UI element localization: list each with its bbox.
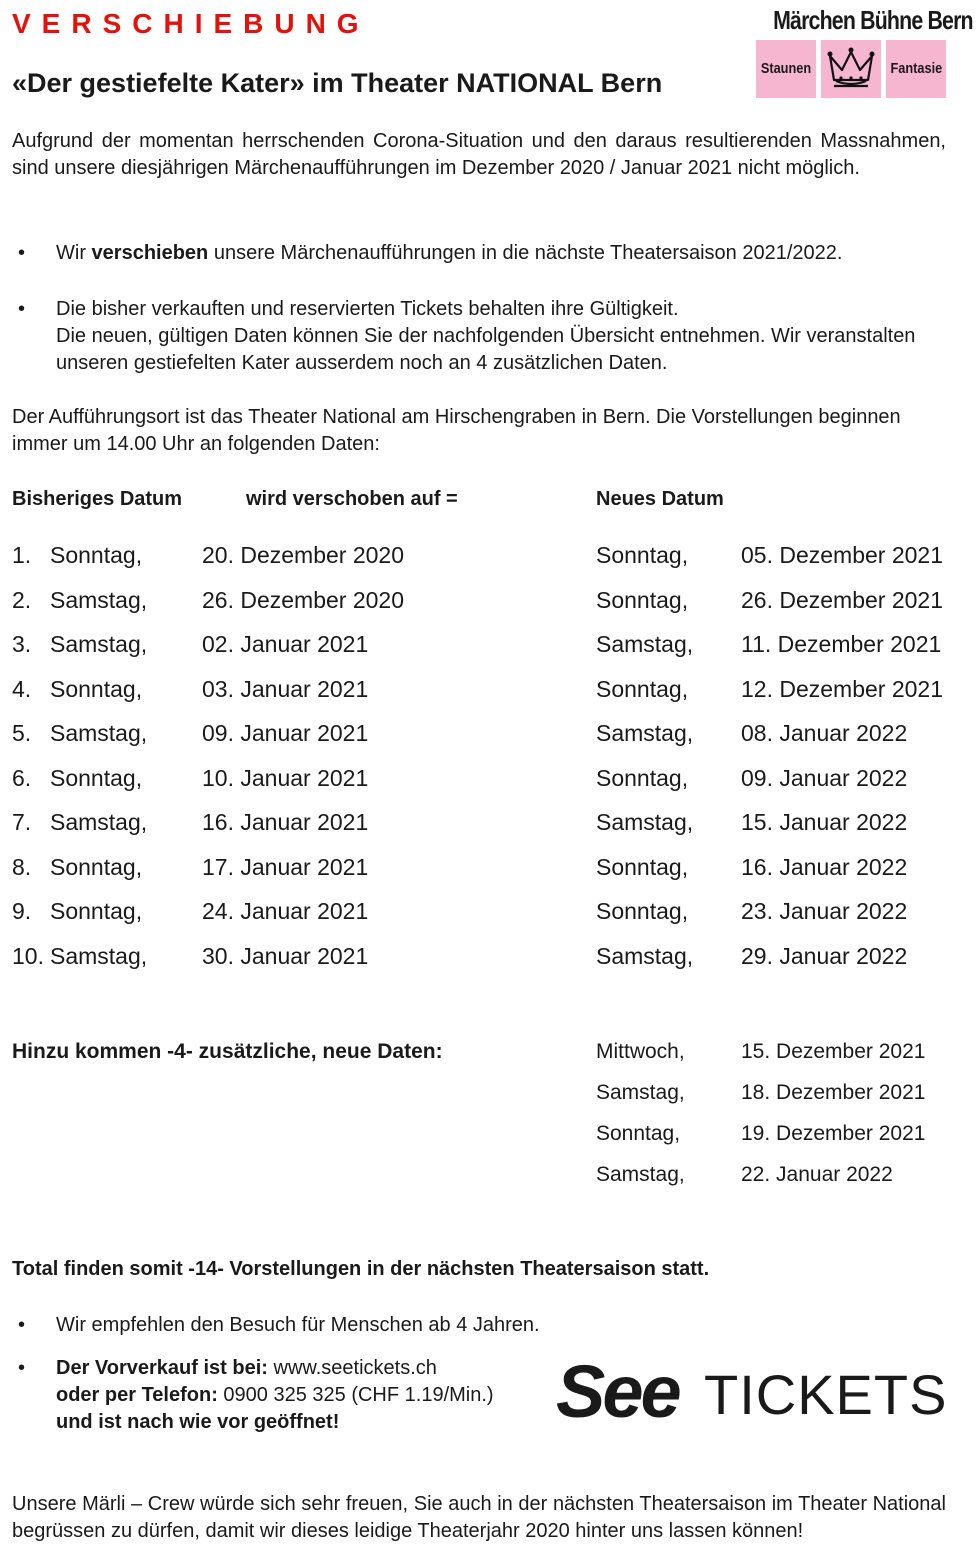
new-day: Sonntag, bbox=[596, 898, 689, 924]
old-day: Sonntag, bbox=[50, 675, 143, 702]
closing-paragraph: Unsere Märli – Crew würde sich sehr freuen, Sie auch in der nächsten Theatersaison im Theater National begrüssen zu dürfen, damit wir dieses leidige Theaterjahr 2020 hinter uns lassen können! bbox=[12, 1493, 946, 1542]
row-number: 5. bbox=[12, 720, 32, 746]
phone-label: oder per Telefon: bbox=[56, 1384, 218, 1406]
new-date: 26. Dezember 2021 bbox=[741, 586, 944, 613]
bullet-tickets: Die bisher verkauften und reservierten Tickets behalten ihre Gültigkeit. Die neuen, gültigen Daten können Sie der nachfolgenden Übersicht entnehmen. Wir veranstalten unseren gestiefelten Kater ausserdem noch an 4 zusätzlichen Daten. bbox=[56, 298, 916, 374]
old-date: 03. Januar 2021 bbox=[202, 675, 369, 702]
new-date: 29. Januar 2022 bbox=[741, 942, 908, 969]
extra-day: Samstag, bbox=[596, 1163, 685, 1186]
new-date: 16. Januar 2022 bbox=[741, 853, 908, 880]
logo-box-left bbox=[756, 40, 816, 98]
new-day: Sonntag, bbox=[596, 764, 689, 791]
bullet-dot: • bbox=[18, 242, 26, 264]
logo-name: Märchen Bühne Bern bbox=[773, 5, 973, 35]
new-date: 11. Dezember 2021 bbox=[741, 631, 942, 657]
extra-date: 22. Januar 2022 bbox=[741, 1163, 893, 1186]
new-date: 12. Dezember 2021 bbox=[741, 675, 944, 702]
seetickets-tickets: TICKETS bbox=[704, 1363, 948, 1426]
seetickets-see: See bbox=[556, 1350, 679, 1433]
row-number: 6. bbox=[12, 764, 32, 791]
bullet-dot: • bbox=[18, 1357, 26, 1379]
bullet-postpone bbox=[56, 240, 946, 267]
header-old-date: Bisheriges Datum bbox=[12, 488, 183, 510]
bullet-recommend: Wir empfehlen den Besuch für Menschen ab 4 Jahren. bbox=[56, 1314, 540, 1336]
header-new-date: Neues Datum bbox=[596, 488, 724, 510]
extra-day: Sonntag, bbox=[596, 1122, 681, 1145]
new-day: Sonntag, bbox=[596, 586, 689, 613]
new-day: Samstag, bbox=[596, 942, 694, 969]
old-day: Samstag, bbox=[50, 942, 148, 969]
old-date: 16. Januar 2021 bbox=[202, 809, 369, 835]
presale-website-link[interactable]: www.seetickets.ch bbox=[267, 1357, 437, 1379]
row-number: 3. bbox=[12, 631, 32, 657]
old-date: 30. Januar 2021 bbox=[202, 942, 369, 969]
new-day: Sonntag, bbox=[596, 675, 689, 702]
header-moved-to: wird verschoben auf = bbox=[246, 488, 458, 510]
bullet-postpone-pre: Wir bbox=[56, 242, 92, 264]
row-number: 8. bbox=[12, 853, 32, 880]
extra-day: Samstag, bbox=[596, 1081, 685, 1104]
maerchen-buehne-logo bbox=[756, 4, 973, 98]
intro-paragraph: Aufgrund der momentan herrschenden Corona-Situation und den daraus resultierenden Massnahmen, sind unsere diesjährigen Märchenaufführungen im Dezember 2020 / Januar 2021 nicht möglich. bbox=[12, 130, 946, 179]
old-date: 24. Januar 2021 bbox=[202, 898, 369, 924]
bullet-dot: • bbox=[18, 1314, 26, 1336]
new-day: Samstag, bbox=[596, 631, 694, 657]
new-day: Samstag, bbox=[596, 720, 694, 746]
old-day: Samstag, bbox=[50, 809, 148, 835]
old-date: 17. Januar 2021 bbox=[202, 853, 369, 880]
bullet-postpone-post: unsere Märchenaufführungen in die nächste Theatersaison 2021/2022. bbox=[208, 242, 843, 264]
extra-day: Mittwoch, bbox=[596, 1040, 685, 1063]
bullet-dot: • bbox=[18, 298, 26, 320]
new-day: Sonntag, bbox=[596, 542, 689, 568]
logo-box-right bbox=[886, 40, 946, 98]
presale-open-note: und ist nach wie vor geöffnet! bbox=[56, 1411, 340, 1433]
old-day: Sonntag, bbox=[50, 542, 143, 568]
new-date: 08. Januar 2022 bbox=[741, 720, 908, 746]
presale-label: Der Vorverkauf ist bei: bbox=[56, 1357, 268, 1379]
new-day: Sonntag, bbox=[596, 853, 689, 880]
extra-dates-label: Hinzu kommen -4- zusätzliche, neue Daten: bbox=[12, 1040, 443, 1063]
seetickets-logo bbox=[556, 1352, 946, 1432]
location-paragraph: Der Aufführungsort ist das Theater National am Hirschengraben in Bern. Die Vorstellungen beginnen immer um 14.00 Uhr an folgenden Daten: bbox=[12, 406, 901, 455]
old-date: 26. Dezember 2020 bbox=[202, 586, 405, 613]
new-date: 05. Dezember 2021 bbox=[741, 542, 944, 568]
old-day: Sonntag, bbox=[50, 898, 143, 924]
row-number: 9. bbox=[12, 898, 32, 924]
old-date: 20. Dezember 2020 bbox=[202, 542, 405, 568]
page-label: VERSCHIEBUNG bbox=[12, 8, 370, 39]
phone-number: 0900 325 325 (CHF 1.19/Min.) bbox=[217, 1384, 494, 1406]
row-number: 10. bbox=[12, 942, 44, 969]
extra-date: 18. Dezember 2021 bbox=[741, 1081, 926, 1104]
row-number: 7. bbox=[12, 809, 32, 835]
row-number: 4. bbox=[12, 675, 32, 702]
old-date: 09. Januar 2021 bbox=[202, 720, 369, 746]
presale-info bbox=[56, 1355, 546, 1436]
new-day: Samstag, bbox=[596, 809, 694, 835]
logo-right-label: Fantasie bbox=[890, 60, 943, 77]
old-day: Samstag, bbox=[50, 586, 148, 613]
total-statement: Total finden somit -14- Vorstellungen in der nächsten Theatersaison statt. bbox=[12, 1258, 710, 1280]
crown-icon bbox=[821, 40, 881, 98]
old-date: 10. Januar 2021 bbox=[202, 764, 369, 791]
old-day: Samstag, bbox=[50, 631, 148, 657]
row-number: 1. bbox=[12, 542, 32, 568]
old-date: 02. Januar 2021 bbox=[202, 631, 369, 657]
extra-date: 19. Dezember 2021 bbox=[741, 1122, 926, 1145]
logo-left-label: Staunen bbox=[760, 60, 812, 77]
extra-date: 15. Dezember 2021 bbox=[741, 1040, 926, 1063]
new-date: 23. Januar 2022 bbox=[741, 898, 908, 924]
new-date: 15. Januar 2022 bbox=[741, 809, 908, 835]
page-title: «Der gestiefelte Kater» im Theater NATIONAL Bern bbox=[12, 68, 663, 98]
new-date: 09. Januar 2022 bbox=[741, 764, 908, 791]
logo-box-center bbox=[821, 40, 881, 98]
row-number: 2. bbox=[12, 586, 32, 613]
old-day: Sonntag, bbox=[50, 764, 143, 791]
bullet-postpone-bold: verschieben bbox=[91, 242, 209, 264]
old-day: Sonntag, bbox=[50, 853, 143, 880]
old-day: Samstag, bbox=[50, 720, 148, 746]
